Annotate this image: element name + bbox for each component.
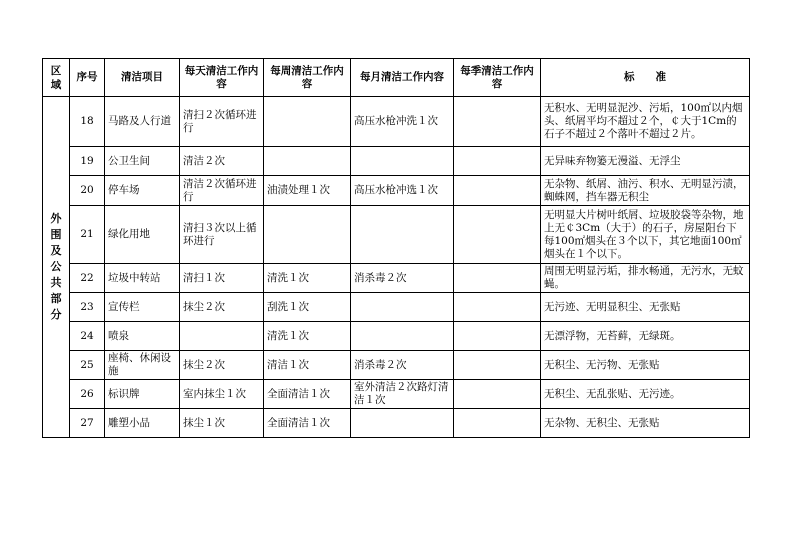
cell-no: 22: [70, 264, 105, 293]
area-cell: [43, 97, 70, 438]
cleaning-schedule-table: [42, 58, 750, 438]
table-row: [43, 264, 750, 293]
cell-daily: 清扫２次循环进行: [180, 97, 264, 147]
cell-monthly: 高压水枪冲选１次: [351, 176, 454, 206]
cell-no: 23: [70, 293, 105, 322]
cell-no: 19: [70, 147, 105, 176]
table-row: [43, 97, 750, 147]
header-monthly: 每月清洁工作内容: [351, 59, 454, 97]
cell-monthly: [351, 147, 454, 176]
cell-item: 喷泉: [105, 322, 180, 351]
cell-monthly: 高压水枪冲洗１次: [351, 97, 454, 147]
cell-item: 标识牌: [105, 380, 180, 409]
table-row: [43, 409, 750, 438]
cell-monthly: [351, 409, 454, 438]
cell-weekly: [264, 147, 351, 176]
cell-seasonal: [454, 147, 541, 176]
cell-seasonal: [454, 264, 541, 293]
cell-seasonal: [454, 293, 541, 322]
cell-seasonal: [454, 380, 541, 409]
table-row: [43, 293, 750, 322]
cell-seasonal: [454, 206, 541, 264]
cell-item: 雕塑小品: [105, 409, 180, 438]
cell-monthly: 室外清洁２次路灯清洁１次: [351, 380, 454, 409]
cell-item: 绿化用地: [105, 206, 180, 264]
cell-standard: 无杂物、无积尘、无张贴: [541, 409, 750, 438]
cell-monthly: [351, 322, 454, 351]
cell-seasonal: [454, 351, 541, 380]
cell-item: 宣传栏: [105, 293, 180, 322]
cell-weekly: 清洁１次: [264, 351, 351, 380]
table-row: [43, 176, 750, 206]
cell-seasonal: [454, 97, 541, 147]
area-label: 外围及公共部分: [50, 212, 62, 321]
cell-daily: 清洁２次: [180, 147, 264, 176]
cell-standard: 无漂浮物，无苔藓，无绿斑。: [541, 322, 750, 351]
cell-daily: 室内抹尘１次: [180, 380, 264, 409]
table-row: [43, 351, 750, 380]
cell-daily: 抹尘２次: [180, 351, 264, 380]
cell-standard: 周围无明显污垢，排水畅通，无污水，无蚊蝇。: [541, 264, 750, 293]
cell-monthly: 消杀毒２次: [351, 351, 454, 380]
cell-daily: 清扫３次以上循环进行: [180, 206, 264, 264]
cell-item: 垃圾中转站: [105, 264, 180, 293]
cell-weekly: [264, 206, 351, 264]
table-row: [43, 206, 750, 264]
header-weekly: 每周清洁工作内容: [264, 59, 351, 97]
cell-weekly: 清洗１次: [264, 322, 351, 351]
cell-item: 停车场: [105, 176, 180, 206]
cell-item: 座椅、休闲设施: [105, 351, 180, 380]
header-daily: 每天清洁工作内容: [180, 59, 264, 97]
cell-standard: 无明显大片树叶纸屑、垃圾胶袋等杂物，地上无￠3Cm（大于）的石子，房屋阳台下每100㎡烟头在３个以下，其它地面100㎡烟头在１个以下。: [541, 206, 750, 264]
cell-standard: 无积水、无明显泥沙、污垢，100㎡以内烟头、纸屑平均不超过２个，￠大于1Cm的石子不超过２个落叶不超过２片。: [541, 97, 750, 147]
cell-item: 公卫生间: [105, 147, 180, 176]
cell-daily: [180, 322, 264, 351]
cell-daily: 抹尘２次: [180, 293, 264, 322]
table-row: [43, 322, 750, 351]
cell-item: 马路及人行道: [105, 97, 180, 147]
cell-no: 26: [70, 380, 105, 409]
cell-standard: 无积尘、无乱张贴、无污迹。: [541, 380, 750, 409]
header-area: 区域: [43, 59, 70, 97]
cell-no: 27: [70, 409, 105, 438]
cell-monthly: [351, 206, 454, 264]
cell-standard: 无异味弃物篓无漫溢、无浮尘: [541, 147, 750, 176]
cell-seasonal: [454, 176, 541, 206]
cell-standard: 无积尘、无污物、无张贴: [541, 351, 750, 380]
table-row: [43, 147, 750, 176]
cell-seasonal: [454, 409, 541, 438]
cell-weekly: 全面清洁１次: [264, 380, 351, 409]
cell-weekly: 油渍处理１次: [264, 176, 351, 206]
header-seasonal: 每季清洁工作内容: [454, 59, 541, 97]
cell-no: 18: [70, 97, 105, 147]
cell-no: 21: [70, 206, 105, 264]
cell-no: 25: [70, 351, 105, 380]
cell-daily: 抹尘１次: [180, 409, 264, 438]
cell-no: 20: [70, 176, 105, 206]
header-standard: 标 准: [541, 59, 750, 97]
table-row: [43, 380, 750, 409]
cell-seasonal: [454, 322, 541, 351]
cell-daily: 清扫１次: [180, 264, 264, 293]
cell-no: 24: [70, 322, 105, 351]
cell-weekly: 刮洗１次: [264, 293, 351, 322]
header-no: 序号: [70, 59, 105, 97]
header-row: [43, 59, 750, 97]
cell-daily: 清洁２次循环进行: [180, 176, 264, 206]
cell-monthly: [351, 293, 454, 322]
header-item: 清洁项目: [105, 59, 180, 97]
cell-weekly: 全面清洁１次: [264, 409, 351, 438]
cell-weekly: 清洗１次: [264, 264, 351, 293]
cell-monthly: 消杀毒２次: [351, 264, 454, 293]
cell-standard: 无杂物、纸屑、油污、积水、无明显污渍，蜘蛛网，挡车器无积尘: [541, 176, 750, 206]
cell-standard: 无污迹、无明显积尘、无张贴: [541, 293, 750, 322]
table-body: [43, 97, 750, 438]
cell-weekly: [264, 97, 351, 147]
